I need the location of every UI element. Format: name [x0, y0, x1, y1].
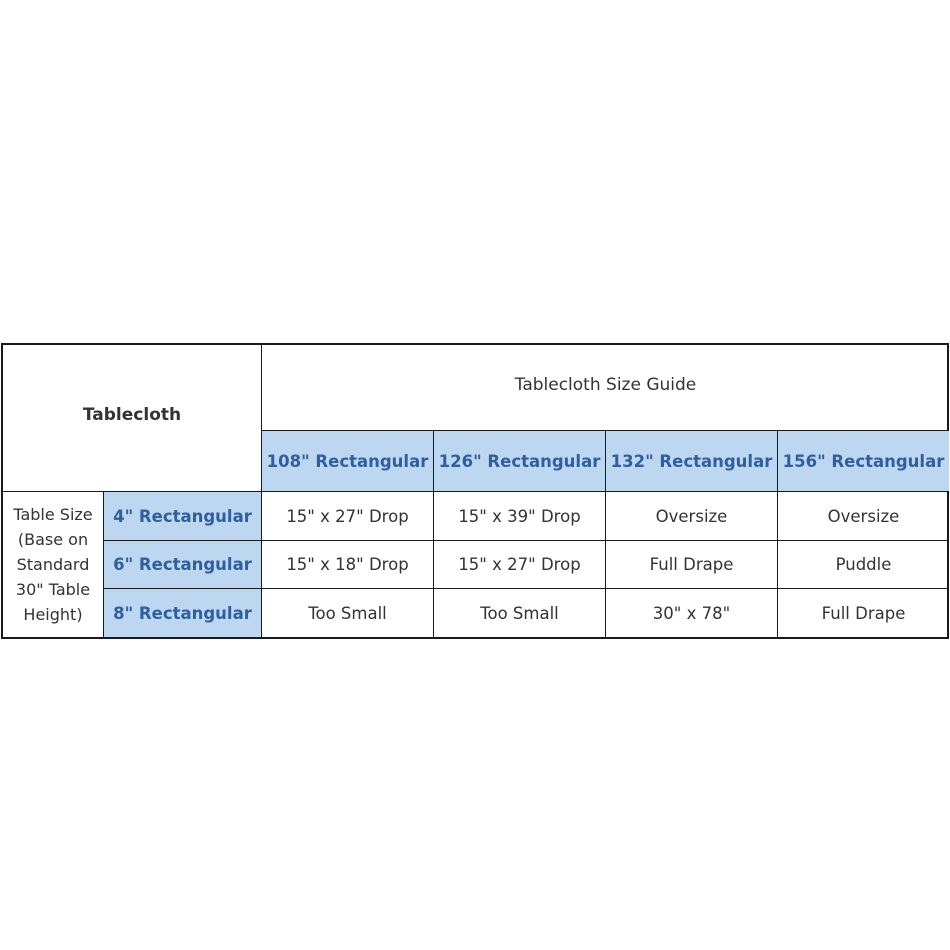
- table-cell: Oversize: [778, 492, 949, 541]
- table-cell: Too Small: [262, 589, 434, 637]
- table-cell: Full Drape: [821, 603, 906, 623]
- table-cell: 15" x 27" Drop: [434, 541, 606, 589]
- row-label-8: 8" Rectangular: [104, 589, 262, 637]
- tablecloth-header: Tablecloth: [3, 345, 262, 492]
- table-cell: Full Drape: [606, 541, 778, 589]
- column-header-126: 126" Rectangular: [434, 431, 606, 492]
- table-cell: 15" x 27" Drop: [262, 492, 434, 541]
- row-label-4: 4" Rectangular: [104, 492, 262, 541]
- table-cell: Puddle: [778, 541, 949, 589]
- column-header-108: 108" Rectangular: [262, 431, 434, 492]
- table-cell: Too Small: [434, 589, 606, 637]
- table-cell: 30" x 78": [606, 589, 778, 637]
- table-size-label-text: Table Size (Base on Standard 30" Table Height): [13, 505, 93, 624]
- row-label-6: 6" Rectangular: [104, 541, 262, 589]
- table-cell: 15" x 39" Drop: [434, 492, 606, 541]
- size-guide-title: Tablecloth Size Guide: [262, 345, 949, 431]
- column-header-156: 156" Rectangular: [778, 431, 949, 492]
- table-cell: 15" x 18" Drop: [262, 541, 434, 589]
- tablecloth-size-table: [1, 343, 949, 639]
- table-cell: Oversize: [606, 492, 778, 541]
- column-header-132: 132" Rectangular: [606, 431, 778, 492]
- table-size-label: [3, 492, 104, 637]
